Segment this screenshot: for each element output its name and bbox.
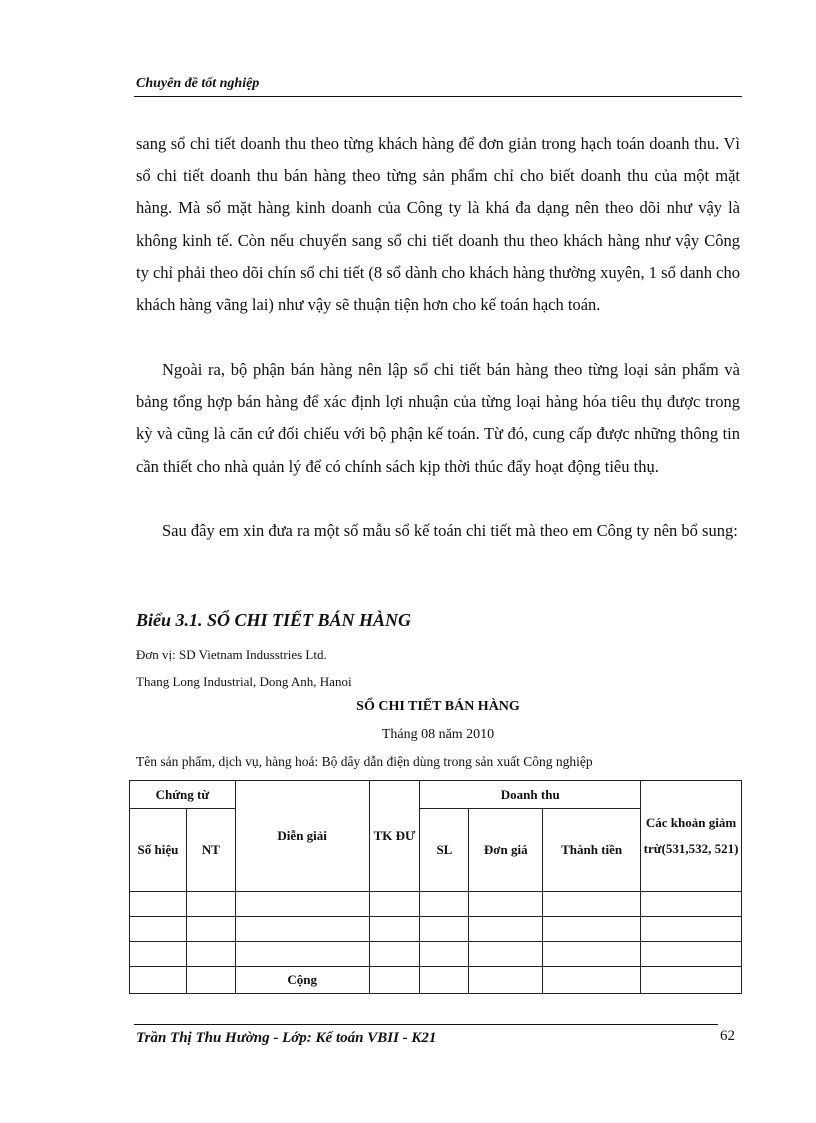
company-unit: Đơn vị: SD Vietnam Indusstries Ltd. bbox=[136, 647, 327, 662]
paragraph-1: sang sổ chi tiết doanh thu theo từng khách hàng để đơn giản trong hạch toán doanh thu. Vì sổ chi tiết doanh thu bán hàng theo từng sản phẩm chỉ cho biết doanh thu của một mặt hàng. Mà số mặt hàng kinh doanh của Công ty là khá đa dạng nên theo dõi như vậy là không kinh tế. Còn nếu chuyển sang sổ chi tiết doanh thu theo khách hàng như vậy Công ty chỉ phải theo dõi chín sổ chi tiết (8 sổ dành cho khách hàng thường xuyên, 1 sổ danh cho khách hàng vãng lai) như vậy sẽ thuận tiện hơn cho kế toán hạch toán. bbox=[136, 134, 740, 315]
ledger-month: Tháng 08 năm 2010 bbox=[381, 727, 495, 742]
header-revenue: Doanh thu bbox=[420, 781, 641, 809]
header-description: Diễn giải bbox=[235, 781, 369, 892]
header-voucher-no: Số hiệu bbox=[130, 809, 187, 892]
company-address: Thang Long Industrial, Dong Anh, Hanoi bbox=[136, 674, 352, 689]
product-line: Tên sản phẩm, dịch vụ, hàng hoá: Bộ dây dẫn điện dùng trong sản xuất Công nghiệp bbox=[136, 754, 593, 769]
total-label: Cộng bbox=[235, 967, 369, 994]
section-heading: Biểu 3.1. SỔ CHI TIẾT BÁN HÀNG bbox=[136, 610, 412, 630]
header-voucher: Chứng từ bbox=[130, 781, 236, 809]
header-quantity: SL bbox=[420, 809, 469, 892]
table-row bbox=[130, 917, 742, 942]
paragraph-2: Ngoài ra, bộ phận bán hàng nên lập sổ chi tiết bán hàng theo từng loại sản phẩm và bảng tổng hợp bán hàng để xác định lợi nhuận của từng loại hàng hóa tiêu thụ được trong kỳ và cũng là căn cứ đối chiếu với bộ phận kế toán. Từ đó, cung cấp được những thông tin cần thiết cho nhà quản lý để có chính sách kịp thời thúc đẩy hoạt động tiêu thụ. bbox=[136, 360, 740, 476]
footer-author: Trần Thị Thu Hường - Lớp: Kế toán VBII - K21 bbox=[136, 1030, 437, 1046]
page-number: 62 bbox=[720, 1028, 735, 1044]
ledger-title: SỔ CHI TIẾT BÁN HÀNG bbox=[356, 699, 520, 714]
header-account: TK ĐƯ bbox=[369, 781, 420, 892]
header-unit-price: Đơn giá bbox=[469, 809, 543, 892]
header-deductions: Các khoản giảm trừ(531,532, 521) bbox=[641, 781, 742, 892]
table-row bbox=[130, 942, 742, 967]
sales-ledger-table bbox=[129, 780, 742, 994]
table-row bbox=[130, 892, 742, 917]
header-title: Chuyên đề tốt nghiệp bbox=[136, 76, 260, 91]
table-total-row bbox=[130, 967, 742, 994]
header-amount: Thành tiền bbox=[543, 809, 641, 892]
paragraph-3: Sau đây em xin đưa ra một số mẫu sổ kế toán chi tiết mà theo em Công ty nên bổ sung: bbox=[162, 521, 738, 540]
header-voucher-date: NT bbox=[186, 809, 235, 892]
footer-rule bbox=[134, 1024, 718, 1025]
header-rule bbox=[134, 96, 742, 97]
